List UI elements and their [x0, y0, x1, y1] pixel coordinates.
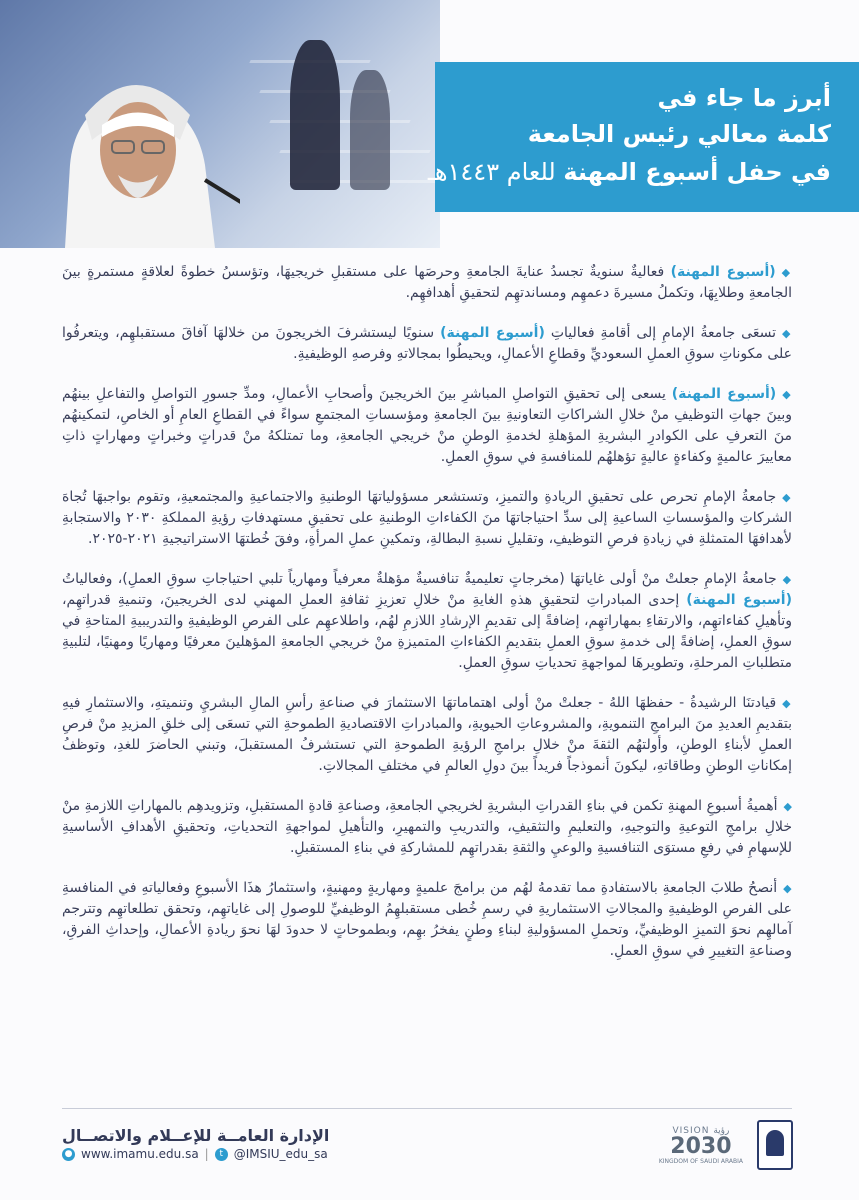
- highlight-career-week: (أسبوع المهنة): [440, 325, 545, 341]
- paragraph: ◆تسعَى جامعةُ الإمامِ إلى أقامةِ فعالياتِ (أسبوع المهنة) سنويًا ليستشرفَ الخريجونَ من خلالهَا آفاقَ مستقبلهِم، ويتعرفُوا على مكوناتِ سوقِ العملِ السعوديِّ وقطاعِ الأعمالِ، ويحيطُوا بمجالاتهِ وفرصهِ الوظيفيةِ.: [62, 325, 792, 362]
- bullet-diamond-icon: ◆: [782, 491, 792, 504]
- twitter-icon[interactable]: t: [215, 1148, 228, 1161]
- speaker-portrait-icon: [30, 45, 240, 248]
- vision-2030-logo: VISION رؤية 2030 KINGDOM OF SAUDI ARABIA: [658, 1125, 743, 1165]
- contact-info: [62, 1147, 328, 1161]
- title-line-1: أبرز ما جاء في: [657, 84, 831, 112]
- bullet-diamond-icon: ◆: [783, 800, 792, 813]
- paragraph: ◆أهميةُ أسبوعِ المهنةِ تكمن في بناءِ القدراتِ البشريةِ لخريجي الجامعةِ، وصناعةِ قادةِ المستقبلِ، وتزويدهِم بالمهاراتِ اللازمةِ منْ خلالِ برامجِ التوعيةِ والتوجيهِ، والتعليمِ والتثقيفِ، والتدريبِ والتمهيرِ، والتأهيلِ لمواجهةِ التحدياتِ، وتحقيقِ الأهدافِ الأساسيةِ للإسهامِ في رفعِ مستوَى التنافسيةِ والوعيِ والثقةِ بقدراتهِم للمشاركةِ في بناءِ المستقبلِ.: [62, 798, 792, 856]
- twitter-handle[interactable]: @IMSIU_edu_sa: [233, 1147, 328, 1161]
- footer-divider: [62, 1108, 792, 1109]
- title-year: للعام ١٤٤٣هـ: [427, 158, 564, 186]
- title-line-2: كلمة معالي رئيس الجامعة: [527, 120, 831, 148]
- title-line-3-main: في حفل أسبوع المهنة: [563, 158, 831, 186]
- highlight-career-week: (أسبوع المهنة): [670, 264, 776, 280]
- speech-highlights: [62, 262, 792, 981]
- header-banner: [0, 0, 859, 248]
- department-name: الإدارة العامــة للإعــلام والاتصــال: [62, 1126, 330, 1145]
- bullet-diamond-icon: ◆: [783, 882, 792, 895]
- paragraph: ◆جامعةُ الإمامِ تحرص على تحقيقِ الريادةِ والتميزِ، وتستشعر مسؤولياتهَا الوطنيةِ والاجتماعيةِ والمجتمعيةِ، وتقوم بواجبهَا تُجاهَ الشركاتِ والمؤسساتِ الساعيةِ إلى سدِّ احتياجاتهَا منَ الكفاءاتِ الوطنيةِ على تحقيقِ مستهدفاتِ رؤيةِ المملكةِ ٢٠٣٠ والاستجابةِ لأهدافهَا المتمثلةِ في زيادةِ فرصِ التوظيفِ، وتقليلِ نسبةِ البطالةِ، وتمكينِ عملِ المرأةِ، وفقَ خُطتهَا الاستراتيجيةِ ٢٠٢١-٢٠٢٥.: [62, 489, 792, 547]
- highlight-career-week: (أسبوع المهنة): [686, 592, 792, 608]
- header-photo: [0, 0, 440, 248]
- website-link[interactable]: www.imamu.edu.sa: [81, 1147, 199, 1161]
- highlight-career-week: (أسبوع المهنة): [671, 386, 777, 402]
- header-title-panel: [427, 62, 859, 212]
- globe-icon: ●: [62, 1148, 75, 1161]
- bullet-diamond-icon: ◆: [781, 327, 792, 340]
- paragraph: ◆(أسبوع المهنة) يسعى إلى تحقيقِ التواصلِ المباشرِ بينَ الخريجينَ وأصحابِ الأعمالِ، ومدِّ جسورِ التواصلِ والتفاعلِ بينهُم وبينَ جهاتِ التوظيفِ منْ خلالِ الشراكاتِ التعاونيةِ بينَ الجامعةِ ومؤسساتِ المجتمعِ سواءً في القطاعِ العامِ أو الخاصِ، لتمكينهُم منَ التعرفِ على الكوادرِ البشريةِ المؤهلةِ لخدمةِ الوطنِ منْ خريجي الجامعةِ، وما تمتلكهُ منْ قدراتٍ وخبراتٍ ومهاراتٍ ذاتِ معاييرَ عالميةٍ وكفاءةٍ عاليةٍ تؤهلهُم للمنافسةِ في سوقِ العملِ.: [62, 386, 792, 465]
- paragraph: ◆أنصحُ طلابَ الجامعةِ بالاستفادةِ مما تقدمهُ لهُم من برامجَ علميةٍ ومهاريةٍ ومهنيةٍ، واستثمارُ هذَا الأسبوعِ وفعالياتهِ في المنافسةِ على الفرصِ الوظيفيةِ والمجالاتِ الاستثماريةِ في رسمِ خُطى مستقبلهِمُ الوظيفيِّ للوصولِ إلى غاياتهِم، وتحقق تطلعاتهِم وتترجم آمالهِم نحوَ التميزِ الوظيفيِّ، وتحملِ المسؤوليةِ لبناءِ وطنٍ يفخرُ بهِم، وبطموحاتٍ لا حدودَ لهَا نحوَ ريادةِ الأعمالِ، وإحداثِ الفرقِ، وصناعةِ التغييرِ في سوقِ العملِ.: [62, 880, 792, 959]
- bullet-diamond-icon: ◆: [782, 573, 792, 586]
- bullet-diamond-icon: ◆: [782, 388, 792, 401]
- bullet-diamond-icon: ◆: [782, 697, 792, 710]
- paragraph: ◆(أسبوع المهنة) فعاليةٌ سنويةٌ تجسدُ عنايةَ الجامعةِ وحرصَها على مستقبلِ خريجيهَا، وتؤسسُ خطوةً لعلاقةٍ مستمرةٍ بينَ الجامعةِ وطلابِهَا، وتكملُ مسيرةَ دعمهِم ومساندتهِم لتحقيقِ أهدافهِم.: [62, 264, 792, 301]
- separator: |: [204, 1147, 209, 1161]
- paragraph: ◆جامعةُ الإمامِ جعلتْ منْ أولى غاياتهَا (مخرجاتٍ تعليميةٌ تنافسيةٌ مؤهلةٌ معرفياً ومهارياً تلبي احتياجاتِ سوقِ العملِ)، وفعالياتُ (أسبوع المهنة) إحدى المبادراتِ لتحقيقِ هذهِ الغايةِ منْ خلالِ تعزيزِ ثقافةِ العملِ المهني لدى الخريجينَ، وتنميةِ قدراتهِم، وتأهيلِ كفاءاتهِم، والارتقاءِ بمهاراتهِم، إضافةً إلى تقديمِ الإرشادِ اللازمِ لهُم، واطلاعهِم على الفرصِ الوظيفيةِ والتدريبيةِ المتاحةِ في سوقِ العملِ، إضافةً إلى خدمةِ سوقِ العملِ بتقديمِ الكفاءاتِ المتميزةِ منْ خريجي الجامعةِ المؤهلينَ معرفيًا ومهاريًا ومهنيًا، لتلبيةِ متطلباتِ المرحلةِ، وتطويرهَا لمواجهةِ تحدياتِ سوقِ العملِ.: [62, 571, 792, 671]
- university-logo-icon: [757, 1120, 793, 1170]
- paragraph: ◆قيادتنَا الرشيدةُ - حفظهَا اللهُ - جعلتْ منْ أولى اهتماماتهَا الاستثمارَ في صناعةِ رأسِ المالِ البشريِ وتنميتهِ، والاستثمارِ فيهِ بتقديمِ العديدِ منَ البرامجِ التنمويةِ، والمشروعاتِ الحيويةِ، والمبادراتِ الاقتصاديةِ الطموحةِ التي تسعَى إلى خلقِ المزيدِ منْ فرصِ العملِ لأبناءِ الوطنِ، وأولتهُم الثقةَ منْ خلالِ برامجِ الرؤيةِ الطموحةِ التي تستشرفُ المستقبلَ، وتبني الحاضرَ للغدِ، وتوظفُ إمكاناتِ الوطنِ وطاقاتهِ، ليكونَ أنموذجاً فريداً بينَ دولِ العالمِ في مختلفِ المجالاتِ.: [62, 695, 792, 774]
- bullet-diamond-icon: ◆: [781, 266, 792, 279]
- title-line-3: [428, 158, 831, 186]
- footer-logos: [659, 1120, 793, 1170]
